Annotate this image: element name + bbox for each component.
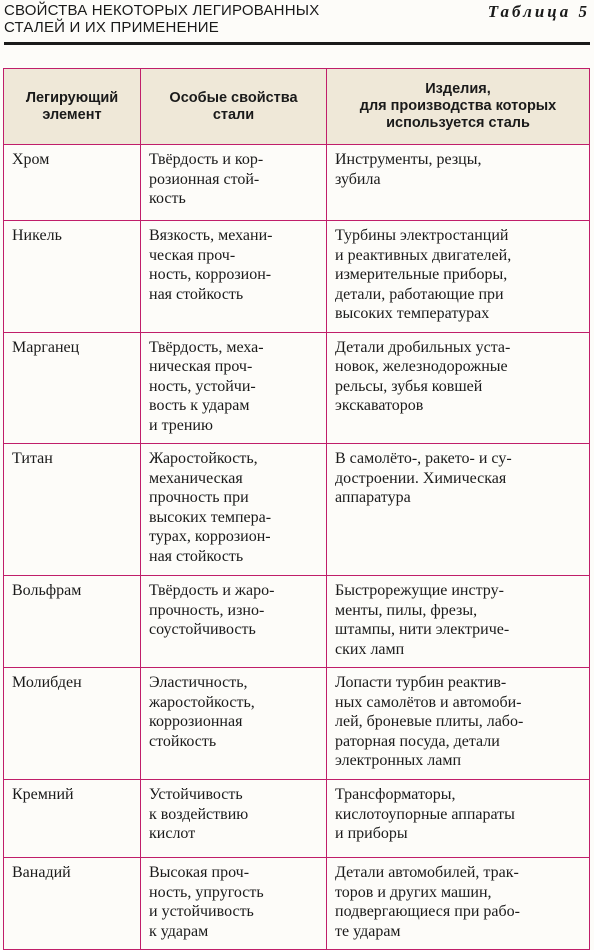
cell-line: Турбины электростанций [335,227,509,244]
cell-line: Титан [12,450,53,467]
header-line: для производства которых [359,98,557,114]
cell-properties [141,668,327,780]
table-header-row [4,69,590,145]
cell-line: Вольфрам [12,582,82,599]
cell-properties [141,332,327,444]
cell-line: менты, пилы, фрезы, [335,601,478,619]
cell-line: аппаратура [335,489,411,506]
cell-products [327,332,590,444]
header-line: Легирующий [25,89,119,106]
cell-line: ских ламп [335,640,405,658]
cell-line: кислотоупорные аппараты [335,805,515,823]
cell-products [327,576,590,668]
cell-properties [141,145,327,221]
cell-line: Высокая проч- [149,864,250,881]
cell-line: и трению [149,416,213,434]
header-line: Особые свойства [169,89,298,106]
cell-line: турах, коррозион- [149,528,271,545]
cell-line: Молибден [12,674,82,691]
cell-element [4,332,141,444]
cell-line: кислот [149,825,196,842]
cell-line: ническая проч- [149,358,253,375]
header-divider [4,42,590,45]
cell-line: Хром [12,151,50,168]
table-row [4,780,590,858]
cell-products [327,858,590,950]
table-row [4,145,590,221]
table-row [4,668,590,780]
cell-line: кость [149,190,186,207]
alloy-steels-table [3,68,590,950]
table-row [4,332,590,444]
cell-products [327,444,590,576]
cell-element [4,444,141,576]
cell-line: новок, железнодорожные [335,358,508,375]
cell-line: и реактивных двигателей, [335,246,512,264]
cell-element [4,145,141,221]
cell-line: стойкость [149,732,217,750]
cell-line: Твёрдость, меха- [149,338,264,356]
cell-line: детали, работающие при [335,285,504,303]
cell-line: Лопасти турбин реактив- [335,674,507,691]
cell-products [327,780,590,858]
cell-line: к ударам [149,922,209,940]
cell-line: ность, коррозион- [149,266,272,283]
cell-line: те ударам [335,922,401,940]
header-line: стали [212,106,255,123]
cell-element [4,221,141,333]
page-title [4,2,424,36]
cell-line: Жаростойкость, [149,450,258,467]
cell-line: вость к ударам [149,397,250,414]
table-row [4,858,590,950]
cell-line: высоких темпера- [149,508,272,526]
cell-line: Эластичность, [149,674,248,691]
table-row [4,221,590,333]
header-line: Изделия, [425,81,491,97]
cell-properties [141,444,327,576]
cell-line: ность, упругость [149,883,264,901]
header-line: элемент [42,106,102,123]
table-label: Таблица 5 [487,2,590,21]
cell-products [327,221,590,333]
cell-line: В самолёто-, ракето- и су- [335,450,512,467]
cell-line: и устойчивость [149,903,254,920]
cell-line: Вязкость, механи- [149,227,273,244]
cell-line: коррозионная [149,713,243,730]
cell-line: лей, броневые плиты, лабо- [335,713,524,730]
cell-line: и приборы [335,825,408,842]
cell-line: Устойчивость [149,786,243,803]
cell-products [327,145,590,221]
cell-element [4,576,141,668]
cell-element [4,780,141,858]
page-title-line-2: СТАЛЕЙ И ИХ ПРИМЕНЕНИЕ [4,19,219,36]
cell-line: высоких температурах [335,305,490,322]
cell-line: механическая [149,469,243,487]
cell-line: Детали дробильных уста- [335,338,511,356]
cell-line: розионная стой- [149,170,260,188]
cell-line: торов и других машин, [335,883,492,901]
header-line: используется сталь [386,115,530,131]
cell-line: Никель [12,227,62,244]
cell-line: измерительные приборы, [335,266,508,283]
cell-line: Твёрдость и жаро- [149,582,275,599]
cell-line: подвергающиеся при рабо- [335,903,520,920]
cell-line: электронных ламп [335,752,462,769]
cell-properties [141,780,327,858]
cell-line: соустойчивость [149,621,256,638]
page-header [4,2,590,40]
cell-properties [141,221,327,333]
cell-line: прочность, изно- [149,601,265,619]
cell-line: ная стойкость [149,285,244,303]
cell-line: ная стойкость [149,547,244,565]
column-header-products [327,69,590,145]
cell-line: Инструменты, резцы, [335,151,482,168]
cell-line: ческая проч- [149,246,236,264]
column-header-element [4,69,141,145]
cell-line: Трансформаторы, [335,786,456,803]
cell-line: зубила [335,170,381,188]
cell-line: жаростойкость, [149,693,255,711]
cell-line: к воздействию [149,805,249,823]
cell-line: рельсы, зубья ковшей [335,377,483,395]
cell-element [4,858,141,950]
cell-line: раторная посуда, детали [335,732,500,750]
cell-products [327,668,590,780]
cell-line: достроении. Химическая [335,469,507,487]
cell-element [4,668,141,780]
cell-line: экскаваторов [335,397,424,414]
cell-line: Детали автомобилей, трак- [335,864,519,881]
cell-properties [141,858,327,950]
cell-line: ность, устойчи- [149,377,256,395]
column-header-properties [141,69,327,145]
cell-line: Ванадий [12,864,71,881]
page-title-line-1: СВОЙСТВА НЕКОТОРЫХ ЛЕГИРОВАННЫХ [4,2,320,19]
cell-properties [141,576,327,668]
cell-line: Кремний [12,786,74,803]
cell-line: Быстрорежущие инстру- [335,582,504,599]
cell-line: ных самолётов и автомоби- [335,693,522,711]
cell-line: Твёрдость и кор- [149,151,264,168]
cell-line: штампы, нити электриче- [335,621,510,638]
cell-line: прочность при [149,489,249,506]
cell-line: Марганец [12,338,80,356]
table-row [4,444,590,576]
table-row [4,576,590,668]
